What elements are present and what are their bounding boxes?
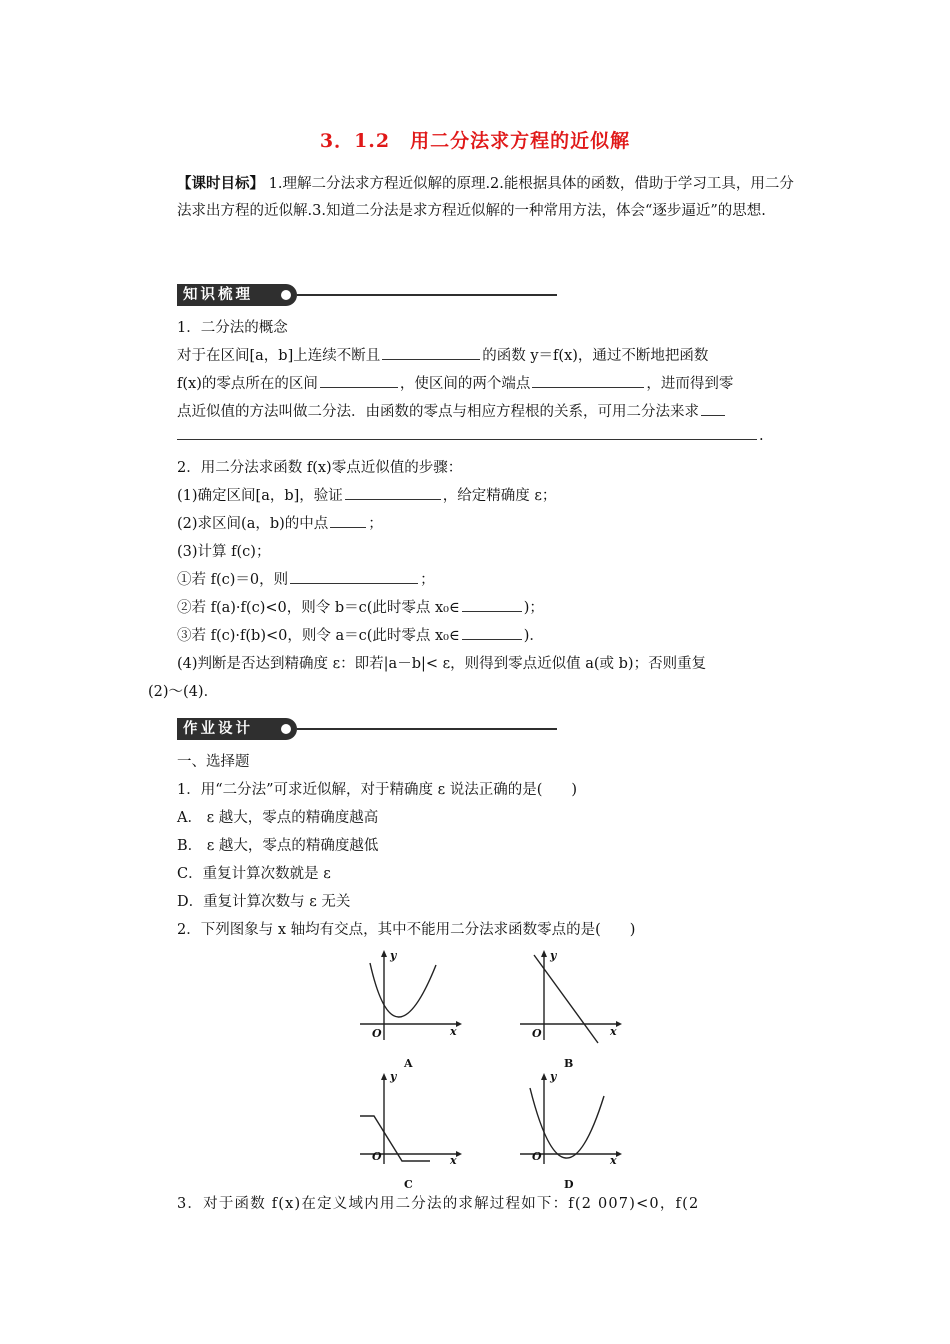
fill-blank [177, 438, 757, 440]
concept-line-2: f(x)的零点所在的区间 ，使区间的两个端点 ，进而得到零 [177, 376, 734, 392]
goals-tag: 【课时目标】 [177, 175, 264, 192]
step-3: (3)计算 f(c)； [177, 544, 271, 560]
question-3: 3．对于函数 f(x)在定义域内用二分法的求解过程如下：f(2 007)<0，f(2 [177, 1196, 700, 1212]
fill-blank [320, 386, 398, 388]
concept-line-1: 对于在区间[a，b]上连续不断且 的函数 y＝f(x)，通过不断地把函数 [177, 348, 709, 364]
goals-text: 1.理解二分法求方程近似解的原理.2.能根据具体的函数，借助于学习工具，用二分法求出方程的近似解.3.知道二分法是求方程近似解的一种常用方法，体会“逐步逼近”的思想. [177, 176, 794, 219]
axis-y-label: y [550, 1070, 557, 1083]
axis-x-label: x [450, 1025, 457, 1038]
case-2: ②若 f(a)·f(c)<0，则令 b＝c(此时零点 x₀∈ )； [177, 600, 544, 616]
bullet-dot-icon [281, 724, 291, 734]
origin-label: O [372, 1150, 382, 1163]
page-title: 3．1.2 用二分法求方程的近似解 [319, 130, 631, 152]
fill-blank [701, 414, 725, 416]
fill-blank [345, 498, 441, 500]
fill-blank [330, 526, 366, 528]
axis-x-label: x [450, 1154, 457, 1167]
option-a: A． ε 越大，零点的精确度越高 [177, 810, 379, 826]
case-3: ③若 f(c)·f(b)<0，则令 a＝c(此时零点 x₀∈ )． [177, 628, 544, 644]
origin-label: O [532, 1027, 542, 1040]
section-label: 知识梳理 [177, 284, 297, 306]
fill-blank [290, 582, 418, 584]
question-2: 2．下列图象与 x 轴均有交点，其中不能用二分法求函数零点的是( ) [177, 922, 636, 938]
graph-label-c: C [404, 1178, 413, 1191]
origin-label: O [372, 1027, 382, 1040]
graph-d [516, 1066, 626, 1196]
step-4: (4)判断是否达到精确度 ε：即若|a－b|< ε，则得到零点近似值 a(或 b)；否则重复 [177, 656, 707, 672]
bullet-dot-icon [281, 290, 291, 300]
graph-b [516, 945, 626, 1075]
fill-blank [462, 610, 522, 612]
section-label: 作业设计 [177, 718, 297, 740]
graph-label-d: D [564, 1178, 574, 1191]
section-knowledge-review [177, 284, 557, 306]
graph-label-a: A [404, 1057, 413, 1070]
axis-y-label: y [390, 1070, 397, 1083]
step-1: (1)确定区间[a，b]，验证 ，给定精确度 ε； [177, 488, 557, 504]
concept-heading: 1．二分法的概念 [177, 320, 288, 336]
option-d: D．重复计算次数与 ε 无关 [177, 894, 351, 910]
axis-y-label: y [550, 949, 557, 962]
section-rule [297, 294, 557, 296]
option-b: B． ε 越大，零点的精确度越低 [177, 838, 379, 854]
fill-blank [382, 358, 480, 360]
axis-x-label: x [610, 1025, 617, 1038]
graph-label-b: B [564, 1057, 574, 1070]
concept-line-3: 点近似值的方法叫做二分法．由函数的零点与相应方程根的关系，可用二分法来求 [177, 400, 727, 421]
section-rule [297, 728, 557, 730]
lesson-goals [177, 170, 807, 225]
case-1: ①若 f(c)＝0，则 ； [177, 572, 435, 588]
fill-blank [532, 386, 644, 388]
question-1: 1．用“二分法”可求近似解，对于精确度 ε 说法正确的是( ) [177, 782, 578, 798]
step-2: (2)求区间(a，b)的中点 ； [177, 516, 383, 532]
step-4-cont: (2)～(4)． [148, 684, 219, 700]
exercise-type: 一、选择题 [177, 754, 250, 770]
section-homework [177, 718, 557, 740]
origin-label: O [532, 1150, 542, 1163]
axis-x-label: x [610, 1154, 617, 1167]
axis-y-label: y [390, 949, 397, 962]
option-c: C．重复计算次数就是 ε [177, 866, 331, 882]
graph-c [356, 1066, 466, 1196]
steps-heading: 2．用二分法求函数 f(x)零点近似值的步骤： [177, 460, 463, 476]
graph-a [356, 945, 466, 1075]
fill-blank [462, 638, 522, 640]
concept-line-4: . [177, 428, 764, 444]
